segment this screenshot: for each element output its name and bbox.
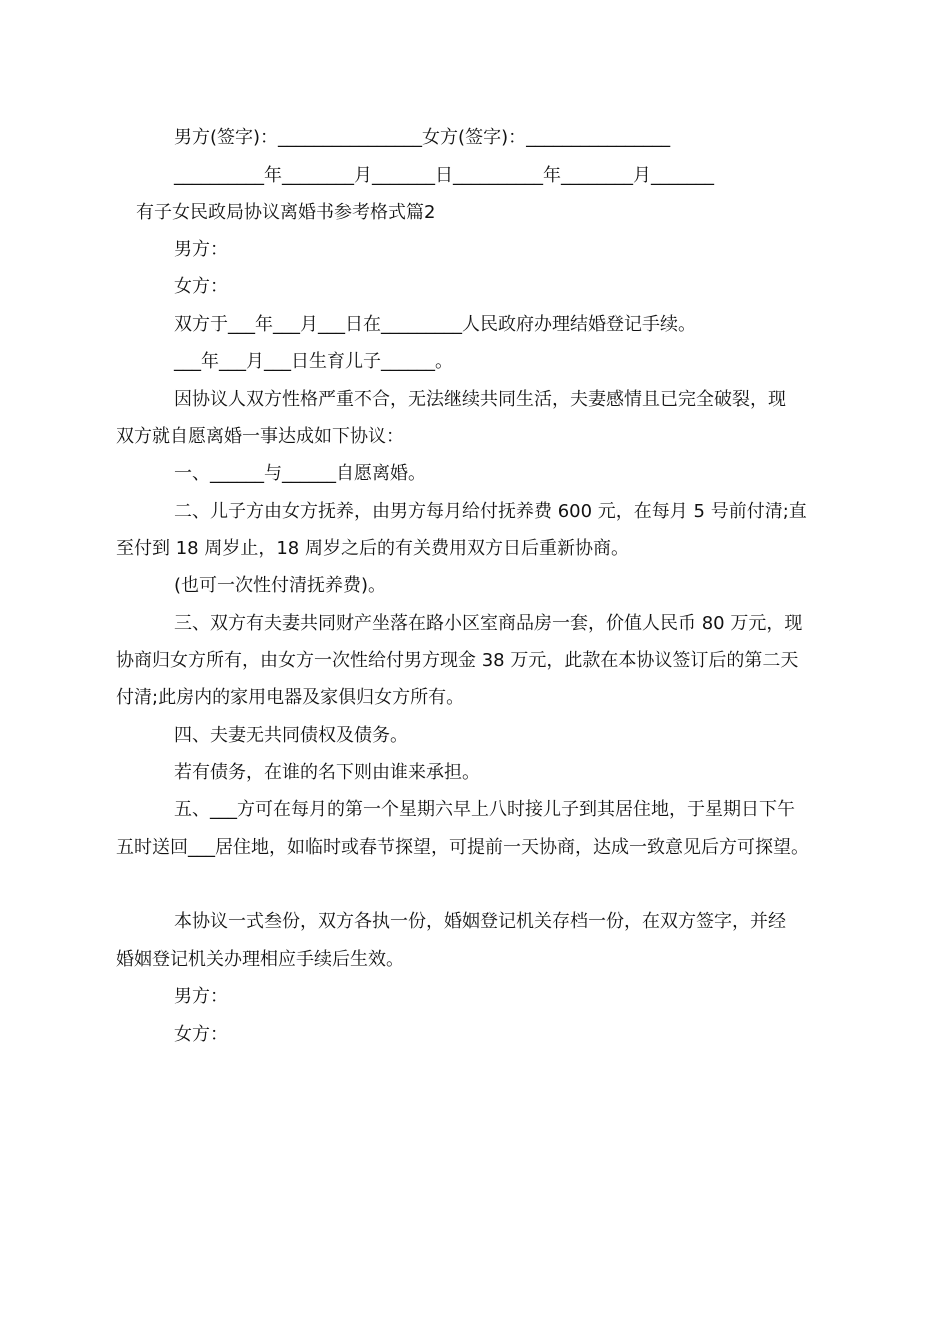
final-husband-label: 男方： bbox=[174, 986, 228, 1007]
husband-label: 男方： bbox=[174, 239, 228, 260]
closing-line-1: 本协议一式叁份，双方各执一份，婚姻登记机关存档一份，在双方签字，并经 bbox=[174, 911, 786, 932]
wife-label: 女方： bbox=[174, 276, 228, 297]
child-birth: ___年___月___日生育儿子______。 bbox=[174, 351, 453, 372]
date-line: __________年________月_______日__________年________月_______ bbox=[174, 165, 714, 186]
clause-2-note: (也可一次性付清抚养费)。 bbox=[174, 575, 387, 596]
closing-line-2: 婚姻登记机关办理相应手续后生效。 bbox=[116, 949, 404, 970]
clause-2-line-2: 至付到 18 周岁止，18 周岁之后的有关费用双方日后重新协商。 bbox=[116, 538, 629, 559]
reason-line-2: 双方就自愿离婚一事达成如下协议： bbox=[116, 426, 404, 447]
signature-line: 男方(签字)：________________女方(签字)：________________ bbox=[174, 127, 671, 148]
marriage-registration: 双方于___年___月___日在_________人民政府办理结婚登记手续。 bbox=[174, 314, 696, 335]
section-title: 有子女民政局协议离婚书参考格式篇2 bbox=[136, 202, 436, 223]
clause-3-line-2: 协商归女方所有，由女方一次性给付男方现金 38 万元，此款在本协议签订后的第二天 bbox=[116, 650, 799, 671]
clause-3-line-3: 付清;此房内的家用电器及家俱归女方所有。 bbox=[116, 687, 465, 708]
clause-5-line-1: 五、___方可在每月的第一个星期六早上八时接儿子到其居住地，于星期日下午 bbox=[174, 799, 795, 820]
clause-1: 一、______与______自愿离婚。 bbox=[174, 463, 426, 484]
clause-4-note: 若有债务，在谁的名下则由谁来承担。 bbox=[174, 762, 480, 783]
reason-line-1: 因协议人双方性格严重不合，无法继续共同生活，夫妻感情且已完全破裂，现 bbox=[174, 389, 786, 410]
clause-2-line-1: 二、儿子方由女方抚养，由男方每月给付抚养费 600 元，在每月 5 号前付清;直 bbox=[174, 501, 807, 522]
clause-5-line-2: 五时送回___居住地，如临时或春节探望，可提前一天协商，达成一致意见后方可探望。 bbox=[116, 837, 809, 858]
clause-4: 四、夫妻无共同债权及债务。 bbox=[174, 725, 408, 746]
final-wife-label: 女方： bbox=[174, 1024, 228, 1045]
clause-3-line-1: 三、双方有夫妻共同财产坐落在路小区室商品房一套，价值人民币 80 万元，现 bbox=[174, 613, 803, 634]
